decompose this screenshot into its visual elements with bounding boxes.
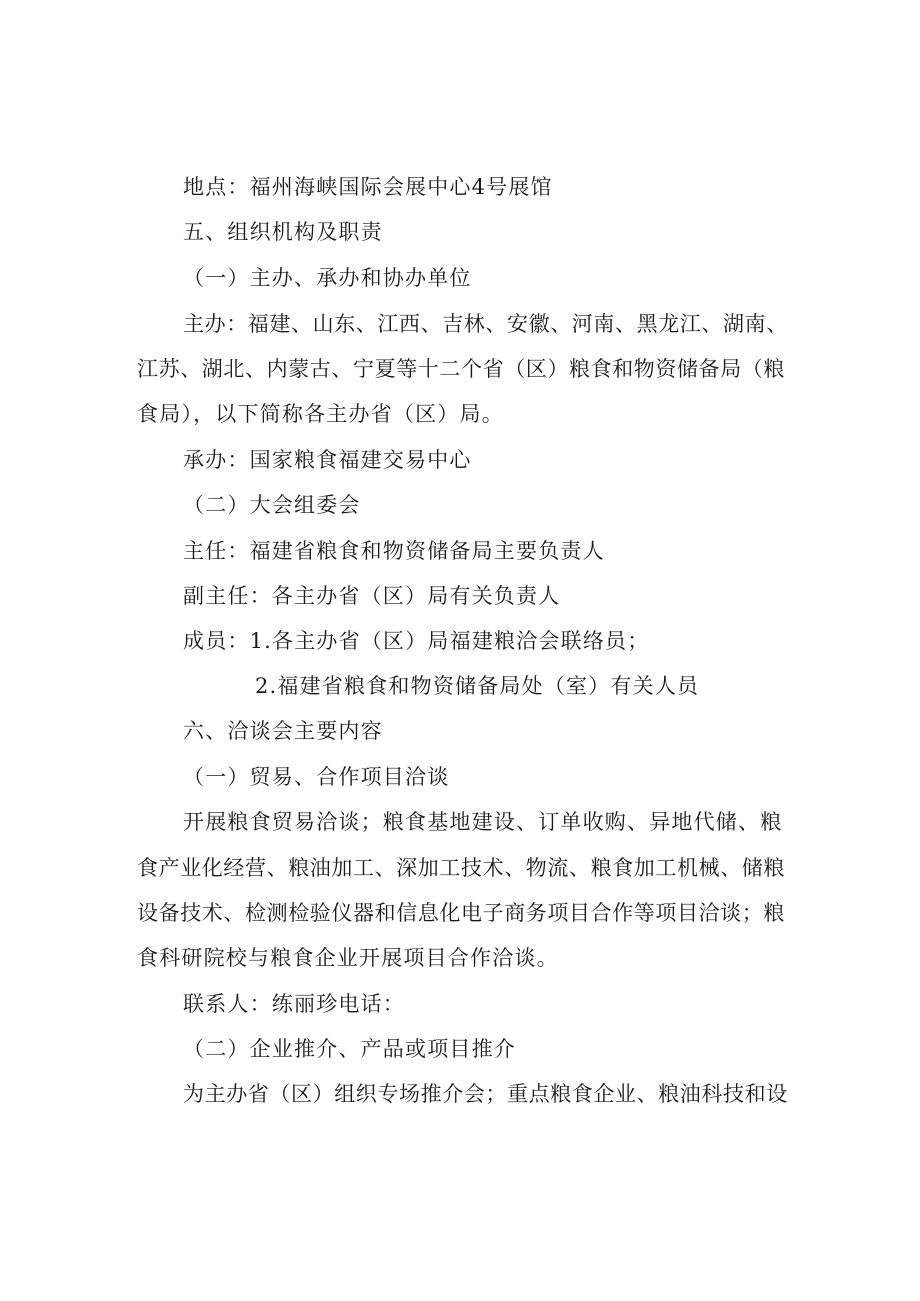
subsection-6-1-heading: （一）贸易、合作项目洽谈 [183,765,450,789]
location-line: 地点：福州海峡国际会展中心4号展馆 [183,175,553,199]
promo-line-1: 为主办省（区）组织专场推介会；重点粮食企业、粮油科技和设 [183,1082,788,1106]
section-6-heading: 六、洽谈会主要内容 [183,719,383,743]
subsection-6-2-heading: （二）企业推介、产品或项目推介 [183,1037,516,1061]
organizers-line-1: 主办：福建、山东、江西、吉林、安徽、河南、黑龙江、湖南、 [183,312,788,336]
trade-line-1: 开展粮食贸易洽谈；粮食基地建设、订单收购、异地代储、粮 [183,810,783,834]
subsection-2-heading: （二）大会组委会 [183,493,361,517]
trade-line-3: 设备技术、检测检验仪器和信息化电子商务项目合作等项目洽谈；粮 [137,901,785,925]
section-5-heading: 五、组织机构及职责 [183,220,383,244]
trade-line-2: 食产业化经营、粮油加工、深加工技术、物流、粮食加工机械、储粮 [137,856,785,880]
organizers-line-3: 食局），以下简称各主办省（区）局。 [137,402,504,426]
undertaker-line: 承办：国家粮食福建交易中心 [183,448,472,472]
members-line-2: 2.福建省粮食和物资储备局处（室）有关人员 [255,674,700,698]
trade-line-4: 食科研院校与粮食企业开展项目合作洽谈。 [137,946,559,970]
organizers-line-2: 江苏、湖北、内蒙古、宁夏等十二个省（区）粮食和物资储备局（粮 [137,357,785,381]
members-line-1: 成员：1.各主办省（区）局福建粮洽会联络员； [183,629,650,653]
subsection-1-heading: （一）主办、承办和协办单位 [183,266,472,290]
director-line: 主任：福建省粮食和物资储备局主要负责人 [183,539,605,563]
contact-line: 联系人：练丽珍电话： [183,992,405,1016]
deputy-director-line: 副主任：各主办省（区）局有关负责人 [183,584,561,608]
